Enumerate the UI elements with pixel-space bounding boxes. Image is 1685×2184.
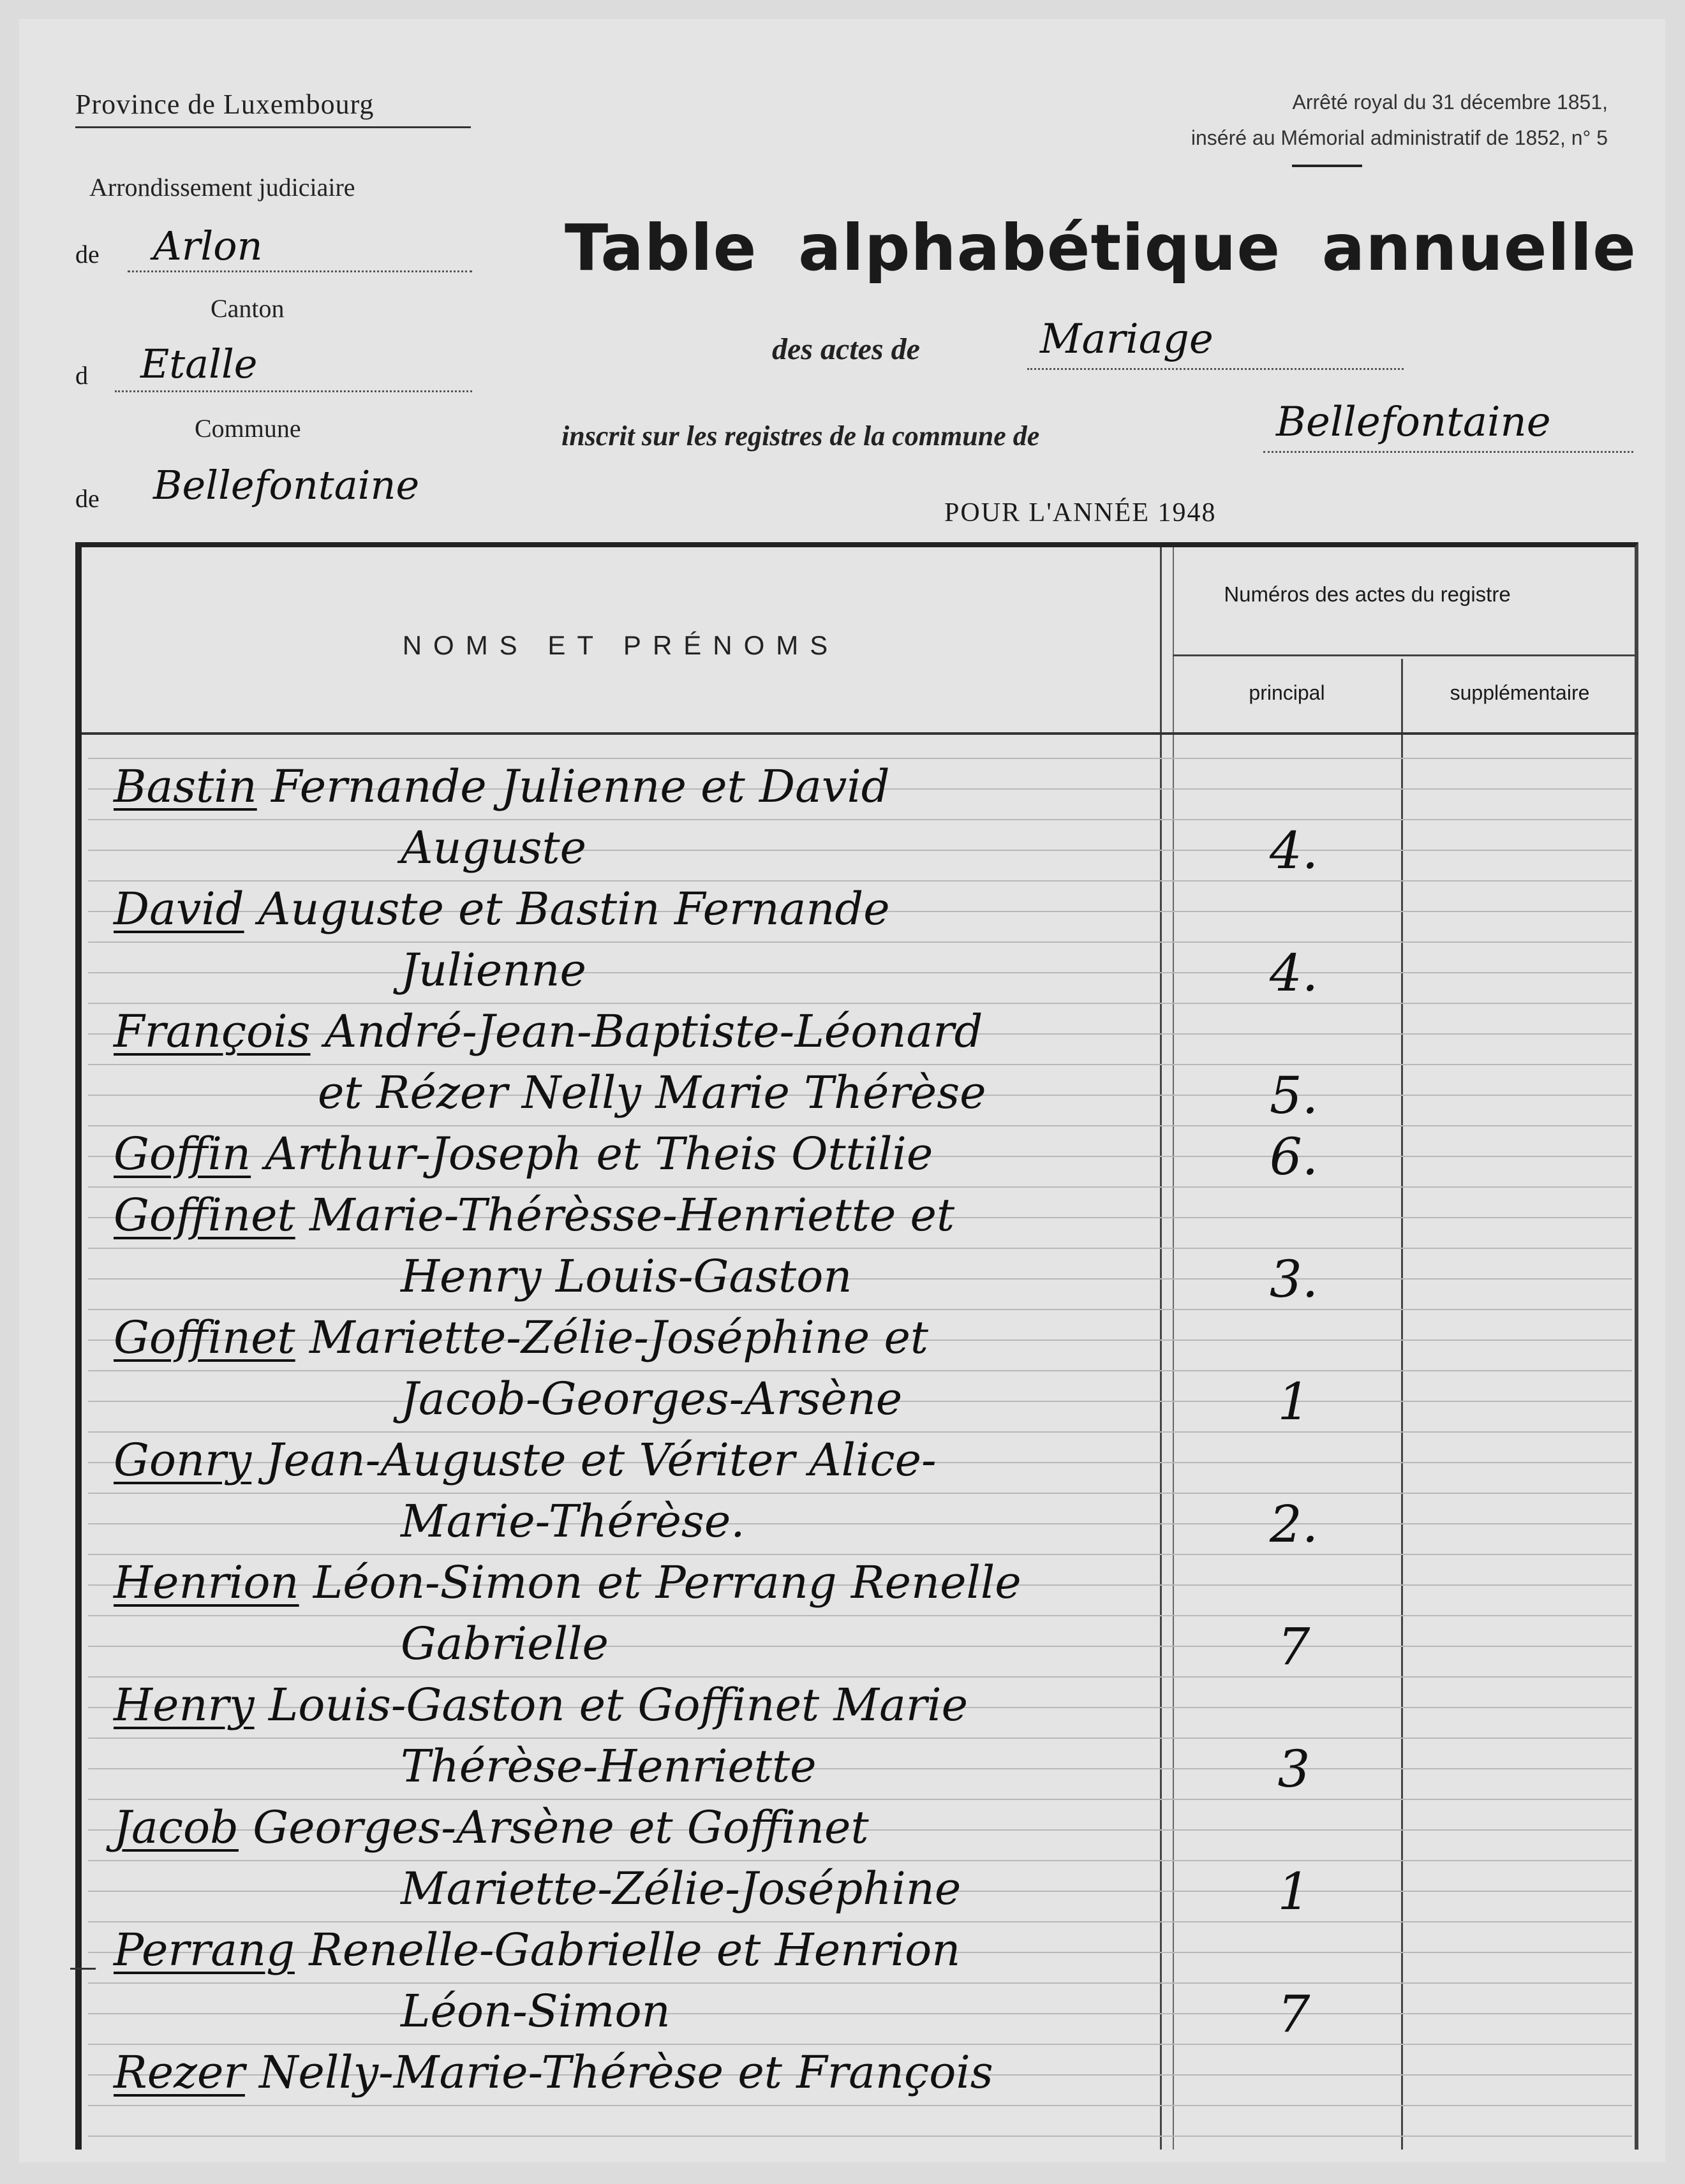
entry-given-names: Nelly-Marie-Thérèse et François bbox=[244, 2046, 993, 2099]
ruled-line bbox=[88, 880, 1632, 882]
entry-act-number: 3. bbox=[1269, 1250, 1319, 1309]
registry-label: inscrit sur les registres de la commune de bbox=[561, 420, 1040, 452]
entry-line-1 bbox=[114, 1005, 983, 1058]
column-header-supplementary: supplémentaire bbox=[1450, 681, 1590, 704]
column-header-names: NOMS ET PRÉNOMS bbox=[402, 630, 840, 660]
entry-act-number: 5. bbox=[1269, 1066, 1319, 1125]
ruled-line bbox=[88, 1554, 1632, 1555]
entry-surname: Henrion bbox=[114, 1556, 299, 1609]
entry-given-names: Jean-Auguste et Vériter Alice- bbox=[251, 1434, 937, 1486]
ruled-line bbox=[88, 819, 1632, 820]
entry-line-1 bbox=[114, 1311, 929, 1364]
entry-line-1 bbox=[114, 1434, 937, 1486]
arrondissement-label: Arrondissement judiciaire bbox=[89, 173, 355, 202]
entry-given-names: Fernande Julienne et David bbox=[256, 760, 890, 813]
canton-label: Canton bbox=[211, 294, 285, 323]
entry-surname: François bbox=[114, 1005, 311, 1058]
entry-given-names: Léon-Simon et Perrang Renelle bbox=[299, 1556, 1021, 1609]
decree-rule bbox=[1292, 165, 1362, 167]
entry-act-number: 4. bbox=[1269, 821, 1319, 880]
entry-line-2: et Rézer Nelly Marie Thérèse bbox=[318, 1066, 986, 1119]
ruled-line bbox=[88, 1860, 1632, 1861]
ruled-line bbox=[88, 1248, 1632, 1249]
ruled-line bbox=[88, 1431, 1632, 1433]
canton-prefix: d bbox=[75, 361, 88, 390]
title-word-1: Table bbox=[565, 210, 757, 285]
header-bottom-rule bbox=[82, 732, 1638, 735]
arrondissement-prefix: de bbox=[75, 240, 100, 269]
ruled-line bbox=[88, 1676, 1632, 1678]
margin-mark bbox=[70, 1968, 96, 1970]
ruled-line bbox=[88, 2013, 1632, 2014]
entry-line-2: Julienne bbox=[401, 944, 586, 996]
ruled-line bbox=[88, 1493, 1632, 1494]
entry-surname: Jacob bbox=[114, 1801, 239, 1854]
ruled-line bbox=[88, 1278, 1632, 1280]
ruled-line bbox=[88, 1738, 1632, 1739]
ruled-line bbox=[88, 850, 1632, 851]
entry-surname: Goffin bbox=[114, 1128, 251, 1180]
province-rule bbox=[75, 126, 471, 128]
column-divider-principal bbox=[1401, 659, 1403, 2150]
entry-line-2: Henry Louis-Gaston bbox=[401, 1250, 852, 1302]
ruled-line bbox=[88, 2105, 1632, 2106]
header-subrule bbox=[1173, 654, 1638, 656]
entry-line-2: Marie-Thérèse. bbox=[401, 1495, 745, 1547]
entry-given-names: André-Jean-Baptiste-Léonard bbox=[310, 1005, 983, 1058]
entry-line-1 bbox=[114, 760, 890, 813]
entry-line-2: Gabrielle bbox=[401, 1618, 609, 1670]
entry-surname: Goffinet bbox=[114, 1189, 295, 1241]
ruled-line bbox=[88, 1646, 1632, 1647]
ruled-line bbox=[88, 1003, 1632, 1004]
entry-given-names: Mariette-Zélie-Joséphine et bbox=[295, 1311, 929, 1364]
entry-line-1 bbox=[114, 883, 890, 935]
entry-given-names: Georges-Arsène et Goffinet bbox=[238, 1801, 869, 1854]
year-label: POUR L'ANNÉE 1948 bbox=[944, 498, 1217, 528]
entry-given-names: Arthur-Joseph et Theis Ottilie bbox=[251, 1128, 933, 1180]
entry-line-2: Jacob-Georges-Arsène bbox=[401, 1373, 903, 1425]
entry-surname: Goffinet bbox=[114, 1311, 295, 1364]
ruled-line bbox=[88, 1615, 1632, 1616]
decree-line-2: inséré au Mémorial administratif de 1852, n° 5 bbox=[1191, 126, 1608, 149]
entry-surname: David bbox=[114, 883, 244, 935]
ruled-line bbox=[88, 1064, 1632, 1065]
title-word-2: alphabétique bbox=[798, 210, 1281, 285]
column-header-principal: principal bbox=[1249, 681, 1325, 704]
entry-line-1 bbox=[114, 1679, 969, 1731]
entry-surname: Bastin bbox=[114, 760, 257, 813]
entry-surname: Henry bbox=[114, 1679, 255, 1731]
ruled-line bbox=[88, 2136, 1632, 2137]
entry-line-1 bbox=[114, 1801, 869, 1854]
entry-given-names: Louis-Gaston et Goffinet Marie bbox=[254, 1679, 969, 1731]
ruled-line bbox=[88, 1309, 1632, 1310]
entry-line-1 bbox=[114, 1189, 955, 1241]
page-title bbox=[565, 210, 1637, 285]
commune-label: Commune bbox=[195, 414, 301, 443]
entry-line-2: Léon-Simon bbox=[401, 1985, 671, 2037]
ruled-line bbox=[88, 1982, 1632, 1984]
column-divider-names bbox=[1160, 547, 1162, 2150]
entry-line-1 bbox=[114, 1924, 961, 1976]
decree-line-1: Arrêté royal du 31 décembre 1851, bbox=[1292, 91, 1608, 114]
acts-label: des actes de bbox=[772, 332, 920, 366]
arrondissement-value: Arlon bbox=[128, 226, 472, 272]
entry-line-2: Thérèse-Henriette bbox=[401, 1740, 817, 1792]
entry-act-number: 2. bbox=[1269, 1494, 1319, 1554]
entry-surname: Gonry bbox=[114, 1434, 252, 1486]
ruled-line bbox=[88, 1125, 1632, 1126]
entry-surname: Perrang bbox=[114, 1924, 295, 1976]
entry-act-number: 4. bbox=[1269, 943, 1319, 1003]
entry-act-number: 7 bbox=[1277, 1984, 1310, 2044]
commune-value: Bellefontaine bbox=[153, 462, 420, 508]
entry-act-number: 6. bbox=[1269, 1127, 1319, 1186]
ruled-line bbox=[88, 972, 1632, 973]
names-table bbox=[75, 542, 1638, 2150]
entry-act-number: 7 bbox=[1277, 1617, 1310, 1676]
ruled-line bbox=[88, 941, 1632, 943]
entry-given-names: Renelle-Gabrielle et Henrion bbox=[294, 1924, 961, 1976]
entry-act-number: 1 bbox=[1277, 1372, 1310, 1431]
column-divider-names-inner bbox=[1173, 547, 1174, 2150]
column-header-numbers: Numéros des actes du registre bbox=[1224, 582, 1511, 606]
entry-act-number: 1 bbox=[1277, 1862, 1310, 1921]
entry-act-number: 3 bbox=[1277, 1739, 1310, 1799]
ruled-line bbox=[88, 1186, 1632, 1188]
entry-surname: Rezer bbox=[114, 2046, 245, 2099]
title-word-3: annuelle bbox=[1321, 210, 1637, 285]
commune-prefix: de bbox=[75, 484, 100, 513]
ruled-line bbox=[88, 1768, 1632, 1769]
ruled-line bbox=[88, 1523, 1632, 1524]
entry-line-1 bbox=[114, 2046, 993, 2099]
registry-value: Bellefontaine bbox=[1263, 402, 1633, 453]
entry-given-names: Auguste et Bastin Fernande bbox=[244, 883, 890, 935]
entry-line-2: Auguste bbox=[401, 822, 587, 874]
province-label: Province de Luxembourg bbox=[75, 89, 375, 120]
canton-value: Etalle bbox=[115, 344, 472, 392]
ruled-line bbox=[88, 1370, 1632, 1371]
ruled-line bbox=[88, 2044, 1632, 2045]
entry-given-names: Marie-Thérèsse-Henriette et bbox=[295, 1189, 955, 1241]
entry-line-1 bbox=[114, 1128, 933, 1180]
acts-value: Mariage bbox=[1027, 319, 1404, 370]
entry-line-1 bbox=[114, 1556, 1021, 1609]
entry-line-2: Mariette-Zélie-Joséphine bbox=[401, 1863, 961, 1915]
ruled-line bbox=[88, 758, 1632, 759]
register-page bbox=[19, 19, 1665, 2162]
ruled-line bbox=[88, 1921, 1632, 1922]
ruled-line bbox=[88, 1799, 1632, 1800]
